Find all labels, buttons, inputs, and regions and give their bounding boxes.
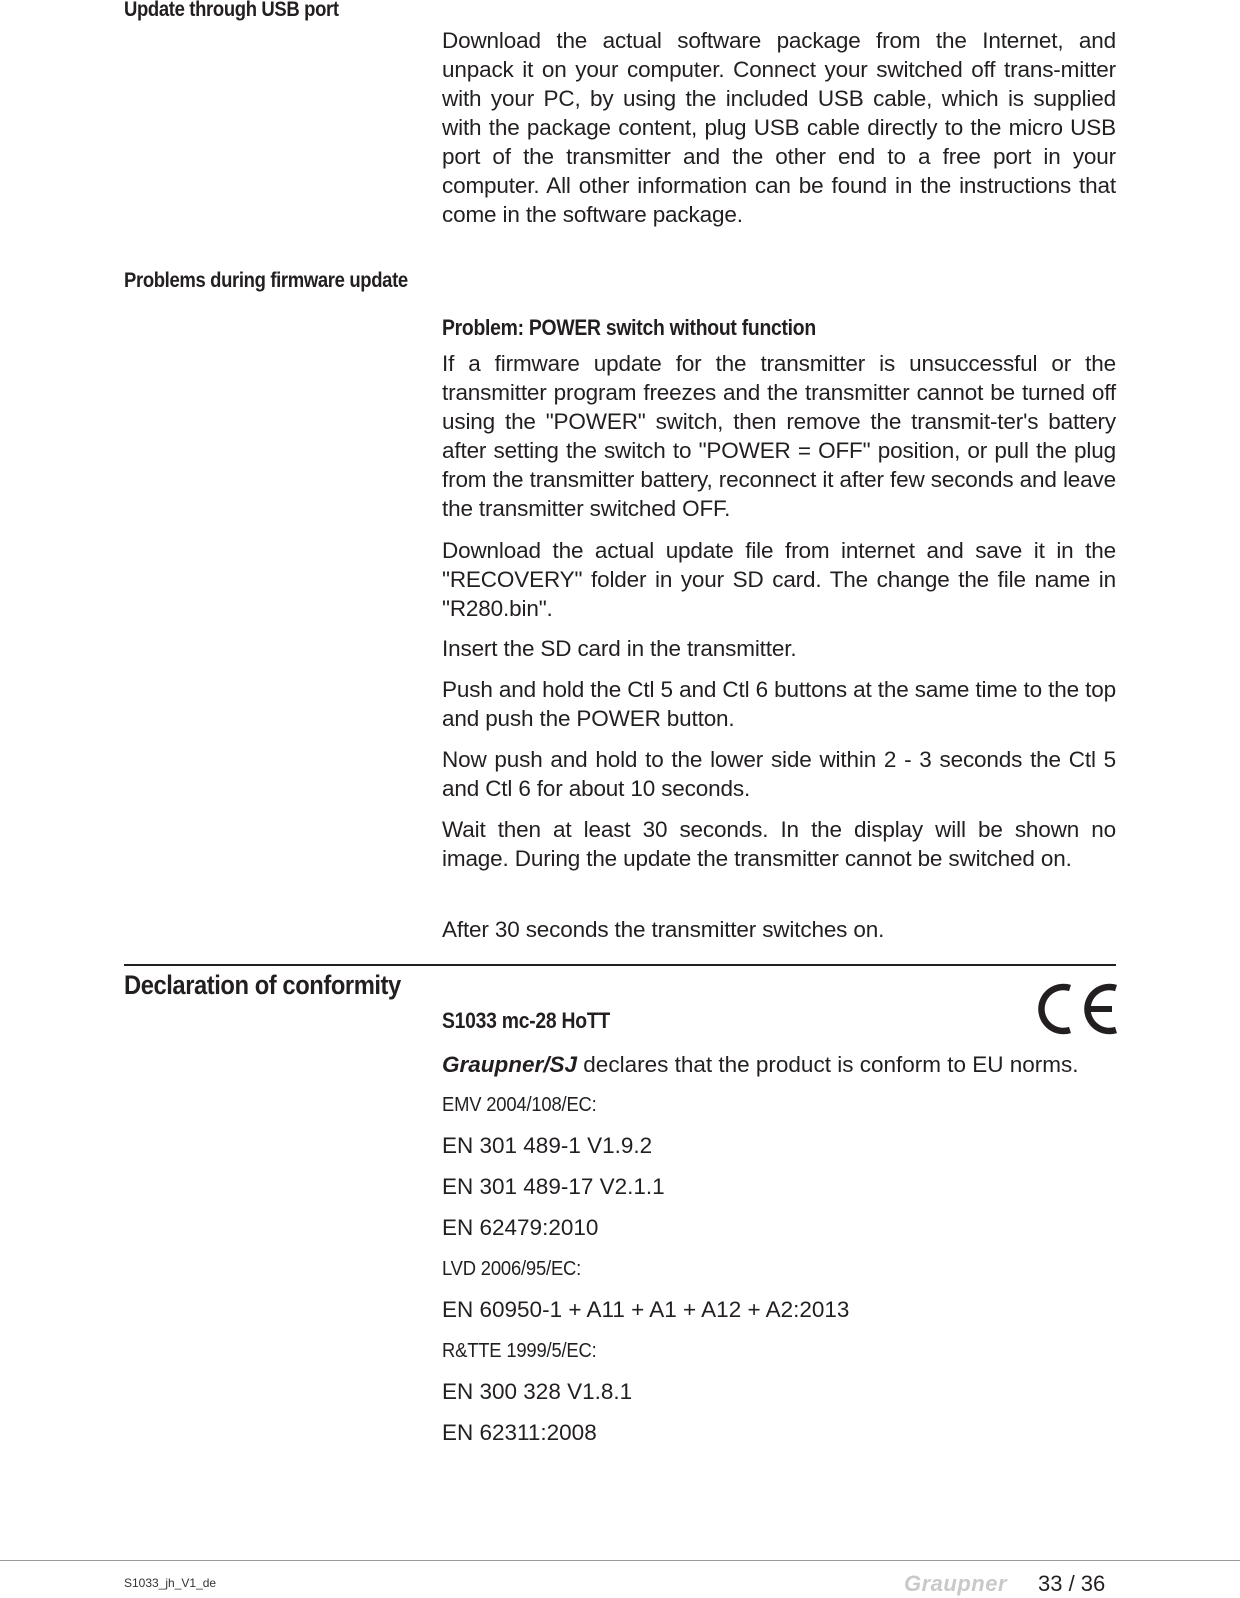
rtte-label: R&TTE 1999/5/EC: xyxy=(442,1340,597,1362)
norm-item: EN 301 489-1 V1.9.2 xyxy=(442,1133,653,1158)
declaration-text: declares that the product is conform to EU norms. xyxy=(577,1052,1079,1077)
ce-mark-icon xyxy=(1032,980,1118,1038)
problem-paragraph-6: Wait then at least 30 seconds. In the display will be shown no image. During the update the transmitter cannot be switched on. xyxy=(442,817,1116,871)
graupner-logo: Graupner xyxy=(904,1571,1008,1596)
norm-item: EN 301 489-17 V2.1.1 xyxy=(442,1174,665,1199)
document-id: S1033_jh_V1_de xyxy=(124,1576,217,1590)
footer-divider xyxy=(0,1560,1240,1561)
declaration-statement xyxy=(442,1050,1079,1079)
norm-item: EN 62479:2010 xyxy=(442,1215,599,1240)
problem-paragraph-1: If a firmware update for the transmitter is unsuccessful or the transmitter program freezes and the transmitter cannot be turned off using the "POWER" switch, then remove the transmit-ter's battery after setting the switch to "POWER = OFF" position, or pull the plug from the transmitter battery, reconnect it after few seconds and leave the transmitter switched OFF. xyxy=(442,351,1116,521)
usb-body: Download the actual software package from the Internet, and unpack it on your computer. Connect your switched off trans-mitter with your PC, by using the included USB cable, which is supplied with the package content, plug USB cable directly to the micro USB port of the transmitter and the other end to a free port in your computer. All other information can be found in the instructions that come in the software package. xyxy=(442,28,1116,227)
conformity-heading: Declaration of conformity xyxy=(124,970,401,1000)
problem-paragraph-4: Push and hold the Ctl 5 and Ctl 6 buttons at the same time to the top and push the POWER button. xyxy=(442,677,1116,731)
problem-paragraph-3: Insert the SD card in the transmitter. xyxy=(442,636,797,661)
problem-subheading: Problem: POWER switch without function xyxy=(442,315,816,340)
norm-item: EN 62311:2008 xyxy=(442,1420,597,1445)
problems-heading: Problems during firmware update xyxy=(124,269,408,292)
problem-paragraph-2: Download the actual update file from internet and save it in the "RECOVERY" folder in your SD card. The change the file name in "R280.bin". xyxy=(442,538,1116,621)
norm-item: EN 300 328 V1.8.1 xyxy=(442,1379,633,1404)
usb-heading: Update through USB port xyxy=(124,0,339,21)
brand-name: Graupner/SJ xyxy=(442,1052,578,1077)
page-number: 33 / 36 xyxy=(1038,1571,1106,1596)
product-name: S1033 mc-28 HoTT xyxy=(442,1008,610,1033)
lvd-label: LVD 2006/95/EC: xyxy=(442,1258,582,1280)
emv-label: EMV 2004/108/EC: xyxy=(442,1094,597,1116)
problem-paragraph-5: Now push and hold to the lower side within 2 - 3 seconds the Ctl 5 and Ctl 6 for about 10 seconds. xyxy=(442,747,1116,801)
problem-paragraph-7: After 30 seconds the transmitter switches on. xyxy=(442,917,885,942)
section-divider xyxy=(124,964,1116,966)
norm-item: EN 60950-1 + A11 + A1 + A12 + A2:2013 xyxy=(442,1297,850,1322)
